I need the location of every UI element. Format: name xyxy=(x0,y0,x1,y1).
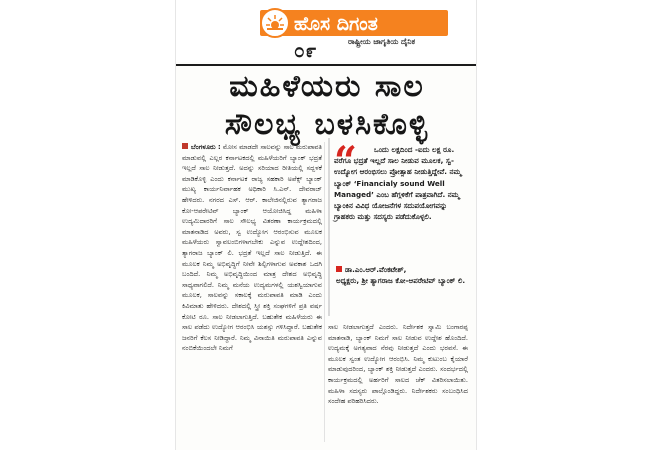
headline-line-2: ಸೌಲಭ್ಯ ಬಳಸಿಕೊಳ್ಳಿ xyxy=(224,107,430,142)
article-body-right: ಸಾಲ ನೀಡಲಾಗುತ್ತದೆ ಎಂದರು. ನಿರ್ದೇಶಕ ಸ್ವಾಮಿ ಬಂಗಾರಪ್ಪ ಮಾತನಾಡಿ, ಬ್ಯಾಂಕ್ ನಿಮಗೆ ಸಾಲ ನೀಡುವ ಉದ್ದೇಶ ಹೊಂದಿದೆ. ಉದ್ಯಮಕ್ಕೆ ಅಗತ್ಯವಾದ ನೆರವು ನೀಡುತ್ತದೆ ಎಂದು ಭರವಸೆ. ಈ ಮೂಲಕ ಸ್ವಂತ ಉದ್ಯೋಗ ಆರಂಭಿಸಿ. ನಿಮ್ಮ ಕುಟುಂಬ ಕೈಯಾರೆ ಮಾಡುವುದರಿಂದ, ಬ್ಯಾಂಕ್ ಶಕ್ತಿ ನೀಡುತ್ತದೆ ಎಂದರು. ಸಂದರ್ಭದಲ್ಲಿ ಕಾರ್ಯಕ್ರಮದಲ್ಲಿ ಅರ್ಹರಿಗೆ ಸಾಲದ ಚೆಕ್ ವಿತರಿಸಲಾಯಿತು. ಮಹಿಳಾ ಸದಸ್ಯರು ಪಾಲ್ಗೊಂಡಿದ್ದರು. ನಿರ್ದೇಶಕರು ಸಂಬಂಧಿಸಿದ ಸಂದೇಹ ಪರಿಹರಿಸಿದರು. xyxy=(328,323,468,406)
masthead xyxy=(176,0,476,62)
headline xyxy=(186,68,468,144)
pull-quote-attribution xyxy=(336,264,466,286)
attribution-title: ಅಧ್ಯಕ್ಷರು, ಶ್ರೀ ತ್ಯಾಗರಾಜ ಕೋ-ಆಪರೇಟಿವ್ ಬ್ಯಾಂಕ್ ಲಿ. xyxy=(336,276,466,285)
article-body-left: ಮೋಸ ಮಾಡದೇ ಸಾಲವನ್ನು ಸಾಲ ಮರುಪಾವತಿ ಮಾಡುವಲ್ಲಿ ಎಲ್ಲರ ಕರ್ನಾಟಕದಲ್ಲಿ ಮಹಿಳೆಯರಿಗೆ ಬ್ಯಾಂಕ್ ಭದ್ರತೆ ಇಲ್ಲದೆ ಸಾಲ ನೀಡುತ್ತದೆ. ಅದನ್ನು ಸರಿಯಾದ ರೀತಿಯಲ್ಲಿ ಸದ್ಬಳಕೆ ಮಾಡಿಕೊಳ್ಳಿ ಎಂದು ಕರ್ನಾಟಕ ರಾಜ್ಯ ಸಹಕಾರಿ ಅಪೆಕ್ಸ್ ಬ್ಯಾಂಕ್ ಮುಖ್ಯ ಕಾರ್ಯನಿರ್ವಾಹಕ ಅಧಿಕಾರಿ ಸಿ.ಎನ್. ದೇವರಾಜ್ ಹೇಳಿದರು. ನಗರದ ಎಸ್. ಆರ್. ಕಾಲೇಜಿನಲ್ಲಿರುವ ತ್ಯಾಗರಾಜ ಕೋ-ಆಪರೇಟಿವ್ ಬ್ಯಾಂಕ್ ಆಯೋಜಿಸಿದ್ದ ಮಹಿಳಾ ಉದ್ಯಮಿದಾರರಿಗೆ ಸಾಲ ಸೌಲಭ್ಯ ವಿತರಣಾ ಕಾರ್ಯಕ್ರಮದಲ್ಲಿ ಮಾತನಾಡಿದ ಅವರು, ಸ್ವ ಉದ್ಯೋಗ ಆರಂಭಿಸುವ ಮೂಲಕ ಮಹಿಳೆಯರು ಸ್ವಾವಲಂಬಿಗಳಾಗಬೇಕು ಎನ್ನುವ ಉದ್ದೇಶದಿಂದ, ತ್ಯಾಗರಾಜ ಬ್ಯಾಂಕ್ ಲಿ. ಭದ್ರತೆ ಇಲ್ಲದೆ ಸಾಲ ನೀಡುತ್ತಿದೆ. ಈ ಮೂಲಕ ನಿಮ್ಮ ಅಭಿವೃದ್ಧಿಗೆ ನೀವೇ ಶಿಲ್ಪಿಗಳಾಗುವ ಅವಕಾಶ ಒದಗಿ ಬಂದಿದೆ. ನಿಮ್ಮ ಅಭಿವೃದ್ಧಿಯಿಂದ ಮಾತ್ರ ದೇಶದ ಅಭಿವೃದ್ಧಿ ಸಾಧ್ಯವಾಗಲಿದೆ. ನಿಮ್ಮ ಮನೆಯ ಉದ್ಯಮಗಳಲ್ಲಿ ಯಶಸ್ವಿಯಾಗುವ ಮೂಲಕ, ಸಾಲವನ್ನು ಸಕಾಲಕ್ಕೆ ಮರುಪಾವತಿ ಮಾಡಿ ಎಂದು ಕಿವಿಮಾತು ಹೇಳಿದರು. ದೇಶದಲ್ಲಿ ಸ್ತ್ರೀ ಶಕ್ತಿ ಸಂಘಗಳಿಗೆ ಪ್ರತಿ ವರ್ಷ ಕೋಟಿ ರೂ. ಸಾಲ ನೀಡಲಾಗುತ್ತಿದೆ. ಬಹುತೇಕ ಮಹಿಳೆಯರು ಈ ಸಾಲ ಪಡೆದು ಉದ್ಯೋಗ ಆರಂಭಿಸಿ ಯಶಸ್ಸು ಗಳಿಸಿದ್ದಾರೆ. ಬಹುತೇಕ ಜನರಿಗೆ ಕೆಲಸ ನೀಡಿದ್ದಾರೆ. ನಿಮ್ಮ ವಿನಾಯಿತಿ ಮರುಪಾವತಿ ಎನ್ನುವ ನಂಬಿಕೆಯಿಂದಲೇ ನಿಮಗೆ xyxy=(182,143,322,353)
attribution-name: ಡಾ.ಎಂ.ಆರ್.ವೆಂಕಟೇಶ್, xyxy=(345,265,407,274)
article-left-column xyxy=(182,142,322,422)
newspaper-tagline: ರಾಷ್ಟ್ರೀಯ ಜಾಗೃತಿಯ ದೈನಿಕ xyxy=(348,37,415,46)
newspaper-clipping xyxy=(176,0,476,450)
headline-line-1: ಮಹಿಳೆಯರು ಸಾಲ xyxy=(229,69,425,104)
dateline: ಬೆಂಗಳೂರು : xyxy=(191,143,221,151)
column-divider xyxy=(324,142,325,442)
pull-quote-text: ಒಂದು ಲಕ್ಷದಿಂದ -ಐದು ಲಕ್ಷ ರೂ. ವರೆಗೂ ಭದ್ರತೆ ಇಲ್ಲದೆ ಸಾಲ ನೀಡುವ ಮೂಲಕ, ಸ್ವ-ಉದ್ಯೋಗ ಆರಂಭಿಸಲು ಪ್ರೋತ್ಸಾಹ ನೀಡುತ್ತಿದ್ದೇವೆ. ನಮ್ಮ ಬ್ಯಾಂಕ್ ‘Financialy sound Well Managed’ ಎಂಬ ಹೆಗ್ಗಳಿಕೆಗೆ ಪಾತ್ರವಾಗಿದೆ. ನಮ್ಮ ಬ್ಯಾಂಕಿನ ವಿವಿಧ ಯೋಜನೆಗಳ ಸದುಪಯೋಗವನ್ನು ಗ್ರಾಹಕರು ಮತ್ತು ಸದಸ್ಯರು ಪಡೆದುಕೊಳ್ಳಲಿ. xyxy=(334,145,462,222)
page-number: ೦೯ xyxy=(294,40,318,62)
dateline-marker-icon xyxy=(182,143,188,149)
attribution-marker-icon xyxy=(336,266,342,272)
quote-mark-icon: “ xyxy=(334,138,358,185)
divider xyxy=(176,64,476,66)
pull-quote xyxy=(328,138,468,316)
sun-emblem-icon xyxy=(260,8,290,38)
newspaper-title: ಹೊಸ ದಿಗಂತ xyxy=(294,13,378,35)
article-right-column xyxy=(328,322,468,444)
